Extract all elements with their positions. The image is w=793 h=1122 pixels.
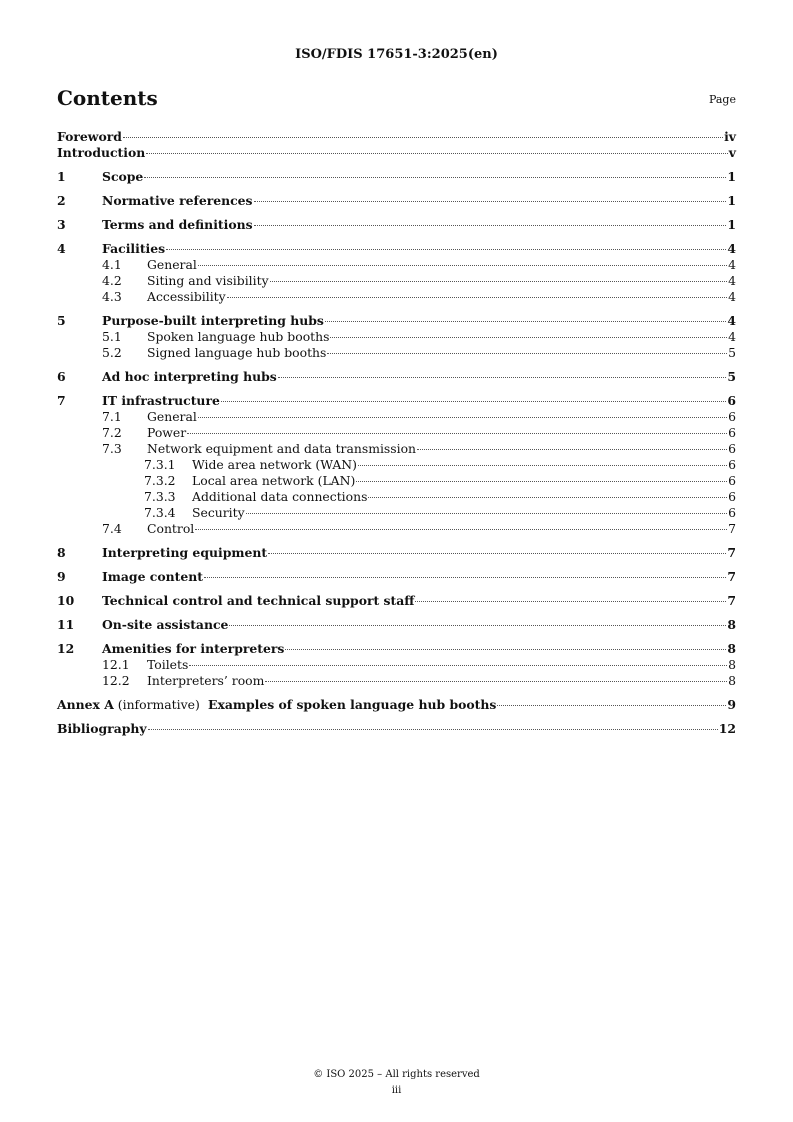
toc-entry[interactable] <box>57 721 736 737</box>
toc-entry[interactable] <box>57 673 736 689</box>
toc-entry-page: 12 <box>718 721 736 736</box>
toc-entry[interactable] <box>57 425 736 441</box>
toc-entry[interactable] <box>57 313 736 329</box>
annex-note: (informative) <box>113 697 204 712</box>
toc-entry-number: 11 <box>57 617 75 632</box>
dot-leader <box>146 153 728 154</box>
toc-entry[interactable] <box>57 697 736 713</box>
toc-entry-number: 3 <box>57 217 66 232</box>
dot-leader <box>246 513 728 514</box>
dot-leader <box>265 681 727 682</box>
toc-entry-title: General <box>147 257 197 272</box>
dot-leader <box>417 449 727 450</box>
toc-entry-page: 1 <box>727 193 736 208</box>
toc-entry-page: 6 <box>728 489 736 504</box>
toc-entry-title: IT infrastructure <box>102 393 220 408</box>
dot-leader <box>187 433 727 434</box>
dot-leader <box>148 729 718 730</box>
toc-entry-title: On-site assistance <box>102 617 229 632</box>
page-number: iii <box>391 1085 402 1096</box>
toc-entry-page: 8 <box>728 673 736 688</box>
toc-entry-title: Purpose-built interpreting hubs <box>102 313 324 328</box>
page-footer <box>0 1067 793 1099</box>
toc-entry-title: Spoken language hub booths <box>147 329 330 344</box>
dot-leader <box>227 297 727 298</box>
toc-entry-title: Accessibility <box>147 289 226 304</box>
toc-entry[interactable] <box>57 217 736 233</box>
toc-entry-number: 9 <box>57 569 66 584</box>
toc-entry[interactable] <box>57 657 736 673</box>
toc-entry-number: 7.3.3 <box>144 489 176 504</box>
copyright-notice: © ISO 2025 – All rights reserved <box>313 1069 480 1080</box>
toc-entry[interactable] <box>57 521 736 537</box>
toc-entry-title: Facilities <box>102 241 166 256</box>
toc-entry-title: Ad hoc interpreting hubs <box>102 369 277 384</box>
toc-entry-page: 6 <box>728 441 736 456</box>
toc-entry[interactable] <box>57 129 736 145</box>
toc-entry-number: 7.3.2 <box>144 473 176 488</box>
dot-leader <box>278 377 727 378</box>
table-of-contents <box>57 129 736 737</box>
toc-entry-title: Introduction <box>57 145 146 160</box>
toc-entry-title: Scope <box>102 169 144 184</box>
dot-leader <box>166 249 726 250</box>
toc-entry-number: 4.1 <box>102 257 122 272</box>
dot-leader <box>356 481 727 482</box>
toc-entry-title: Image content <box>102 569 203 584</box>
toc-entry-page: 4 <box>728 329 736 344</box>
toc-entry-number: 7 <box>57 393 66 408</box>
toc-entry-title: Power <box>147 425 187 440</box>
toc-entry-number: 6 <box>57 369 66 384</box>
dot-leader <box>368 497 727 498</box>
toc-entry[interactable] <box>57 289 736 305</box>
toc-entry-page: 6 <box>728 505 736 520</box>
toc-entry-number: 7.2 <box>102 425 122 440</box>
dot-leader <box>325 321 726 322</box>
toc-entry-page: iv <box>724 129 736 144</box>
toc-entry-title: Interpreters’ room <box>147 673 265 688</box>
toc-entry-title: Interpreting equipment <box>102 545 268 560</box>
toc-entry-number: 7.4 <box>102 521 122 536</box>
toc-entry-page: 8 <box>727 617 736 632</box>
toc-entry-page: 5 <box>728 345 736 360</box>
toc-entry-page: v <box>728 145 736 160</box>
annex-label: Annex A <box>57 697 114 712</box>
toc-entry-number: 12 <box>57 641 75 656</box>
toc-entry-number: 4.2 <box>102 273 122 288</box>
toc-entry-title: Local area network (LAN) <box>192 473 356 488</box>
toc-entry-title: Bibliography <box>57 721 147 736</box>
toc-entry-page: 8 <box>728 657 736 672</box>
toc-entry-title: Wide area network (WAN) <box>192 457 357 472</box>
toc-entry-title: Normative references <box>102 193 253 208</box>
toc-entry-page: 4 <box>728 273 736 288</box>
dot-leader <box>254 225 727 226</box>
dot-leader <box>285 649 726 650</box>
dot-leader <box>327 353 727 354</box>
toc-entry-page: 4 <box>727 241 736 256</box>
dot-leader <box>415 601 726 602</box>
toc-entry-number: 5.1 <box>102 329 122 344</box>
toc-entry-title: Foreword <box>57 129 122 144</box>
toc-entry-page: 1 <box>727 217 736 232</box>
toc-entry-number: 10 <box>57 593 75 608</box>
toc-entry[interactable] <box>57 617 736 633</box>
toc-entry-number: 7.3.4 <box>144 505 176 520</box>
toc-entry[interactable] <box>57 257 736 273</box>
toc-entry-number: 5.2 <box>102 345 122 360</box>
toc-entry-page: 6 <box>728 457 736 472</box>
toc-entry[interactable] <box>57 329 736 345</box>
toc-entry-title: Network equipment and data transmission <box>147 441 417 456</box>
toc-entry-number: 8 <box>57 545 66 560</box>
toc-entry-number: 4 <box>57 241 66 256</box>
toc-entry-title: Security <box>192 505 245 520</box>
dot-leader <box>198 265 727 266</box>
dot-leader <box>330 337 727 338</box>
dot-leader <box>497 705 726 706</box>
toc-entry-page: 7 <box>727 569 736 584</box>
toc-entry[interactable] <box>57 145 736 161</box>
toc-entry[interactable] <box>57 641 736 657</box>
toc-entry-title <box>57 697 496 713</box>
toc-entry-page: 6 <box>727 393 736 408</box>
toc-entry[interactable] <box>57 441 736 457</box>
toc-entry-page: 4 <box>728 289 736 304</box>
toc-entry[interactable] <box>57 505 736 521</box>
toc-entry-page: 6 <box>728 409 736 424</box>
toc-entry-page: 4 <box>727 313 736 328</box>
toc-entry[interactable] <box>57 473 736 489</box>
dot-leader <box>268 553 726 554</box>
toc-entry[interactable] <box>57 489 736 505</box>
toc-entry-number: 12.2 <box>102 673 130 688</box>
toc-entry-number: 5 <box>57 313 66 328</box>
toc-entry-title: Additional data connections <box>192 489 368 504</box>
toc-entry[interactable] <box>57 169 736 185</box>
dot-leader <box>123 137 723 138</box>
toc-entry-number: 7.1 <box>102 409 122 424</box>
toc-entry[interactable] <box>57 569 736 585</box>
toc-entry-number: 2 <box>57 193 66 208</box>
dot-leader <box>221 401 727 402</box>
toc-entry-page: 7 <box>728 521 736 536</box>
toc-entry-page: 5 <box>727 369 736 384</box>
toc-entry-title: Toilets <box>147 657 189 672</box>
toc-entry-title: Terms and definitions <box>102 217 253 232</box>
toc-entry-number: 1 <box>57 169 66 184</box>
dot-leader <box>358 465 727 466</box>
toc-entry[interactable] <box>57 345 736 361</box>
toc-entry-page: 8 <box>727 641 736 656</box>
dot-leader <box>270 281 728 282</box>
toc-entry-number: 12.1 <box>102 657 130 672</box>
toc-entry-page: 7 <box>727 545 736 560</box>
dot-leader <box>229 625 726 626</box>
toc-entry-title: Amenities for interpreters <box>102 641 285 656</box>
toc-entry-page: 6 <box>728 473 736 488</box>
toc-entry[interactable] <box>57 369 736 385</box>
toc-entry-title: Technical control and technical support staff <box>102 593 415 608</box>
toc-entry-number: 7.3 <box>102 441 122 456</box>
toc-entry[interactable] <box>57 409 736 425</box>
toc-entry-page: 7 <box>727 593 736 608</box>
toc-entry-page: 9 <box>727 697 736 712</box>
dot-leader <box>195 529 727 530</box>
dot-leader <box>198 417 727 418</box>
toc-entry[interactable] <box>57 593 736 609</box>
toc-entry[interactable] <box>57 393 736 409</box>
toc-entry-page: 4 <box>728 257 736 272</box>
page-column-label: Page <box>708 93 736 106</box>
toc-entry-title: General <box>147 409 197 424</box>
dot-leader <box>189 665 727 666</box>
annex-title: Examples of spoken language hub booths <box>203 697 497 712</box>
toc-entry-page: 6 <box>728 425 736 440</box>
toc-entry[interactable] <box>57 545 736 561</box>
dot-leader <box>204 577 726 578</box>
page-title: Contents <box>57 86 158 110</box>
document-header: ISO/FDIS 17651-3:2025(en) <box>295 47 498 62</box>
toc-entry[interactable] <box>57 241 736 257</box>
toc-entry-page: 1 <box>727 169 736 184</box>
dot-leader <box>254 201 727 202</box>
toc-entry-number: 7.3.1 <box>144 457 176 472</box>
toc-entry-title: Siting and visibility <box>147 273 269 288</box>
toc-entry[interactable] <box>57 193 736 209</box>
toc-entry[interactable] <box>57 273 736 289</box>
toc-entry-number: 4.3 <box>102 289 122 304</box>
toc-entry-title: Signed language hub booths <box>147 345 327 360</box>
dot-leader <box>144 177 726 178</box>
toc-entry[interactable] <box>57 457 736 473</box>
toc-entry-title: Control <box>147 521 195 536</box>
